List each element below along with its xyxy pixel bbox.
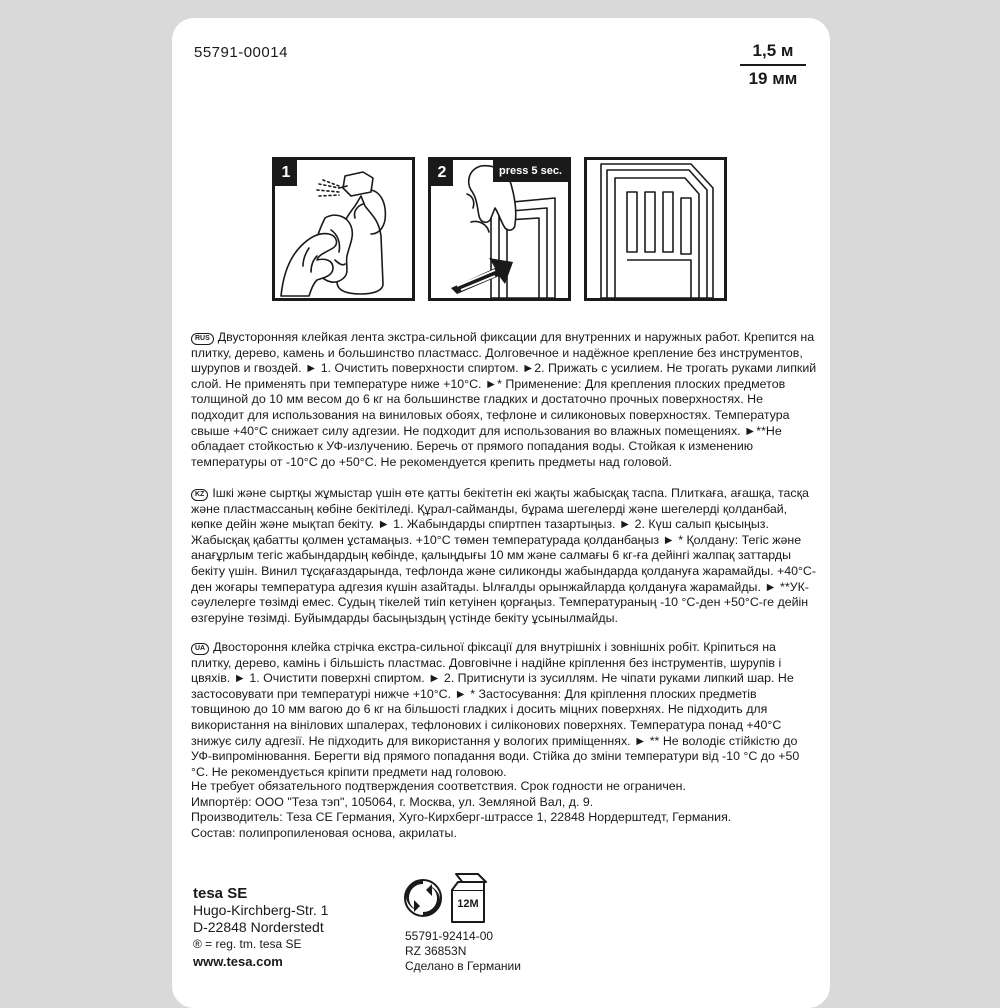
step1-panel <box>272 157 415 301</box>
company-name: tesa SE <box>193 885 248 902</box>
trademark-note: ® = reg. tm. tesa SE <box>193 937 302 951</box>
importer-line: Импортёр: ООО "Теза тэп", 105064, г. Москва, ул. Земляной Вал, д. 9. <box>191 794 594 809</box>
made-in-label: Сделано в Германии <box>405 959 521 973</box>
step2-panel <box>428 157 571 301</box>
company-website: www.tesa.com <box>193 954 283 969</box>
composition-line: Состав: полипропиленовая основа, акрилаты. <box>191 825 457 840</box>
door-frame-icon <box>587 160 724 298</box>
step3-panel <box>584 157 727 301</box>
section-kz <box>191 486 819 626</box>
tape-length: 1,5 м <box>752 41 794 60</box>
kz-paragraph <box>191 486 819 626</box>
ua-paragraph <box>191 640 819 780</box>
step2-number: 2 <box>431 160 453 186</box>
certification-line: Не требует обязательного подтверждения соответствия. Срок годности не ограничен. <box>191 779 686 793</box>
article-code: 55791-00014 <box>194 44 288 61</box>
press-duration-label: press 5 sec. <box>493 160 568 182</box>
company-block <box>193 885 328 970</box>
pao-label: 12M <box>457 898 479 910</box>
green-dot-recycle-icon <box>403 878 443 918</box>
company-street: Hugo-Kirchberg-Str. 1 <box>193 902 329 918</box>
product-code: 55791-92414-00 <box>405 929 494 943</box>
section-ua <box>191 640 819 780</box>
manufacturer-line: Производитель: Теза СЕ Германия, Хуго-Кирхберг-штрассе 1, 22848 Нордерштедт, Германия. <box>191 810 732 825</box>
rus-paragraph <box>191 330 819 470</box>
dimensions <box>738 41 808 89</box>
section-rus <box>191 330 819 470</box>
period-after-opening-icon <box>446 868 490 931</box>
rus-text: Двусторонняя клейкая лента экстра-сильной фиксации для внутренних и наружных работ. Крепится на плитку, дерево, камень и большинство пластмасс. Долговечное и надёжное крепление без инструментов, шурупов и гвоздей. ► 1. Очистить поверхности спиртом. ►2. Прижать с усилием. Не трогать руками липкий слой. Не применять при температуре ниже +10°С. ►* Применение: Для крепления плоских предметов толщиной до 10 мм весом до 6 кг на большинстве гладких и достаточно прочных поверхностях. Не подходит для использования на виниловых обоях, тефлоне и силиконовых поверхностях. Температура свыше +40°С снижает силу адгезии. Не подходит для использования во влажных помещениях. ►**Не обладает стойкостью к УФ-излучению. Беречь от прямого попадания воды. Стойкая к изменению температуры от -10°С до +50°С. Не рекомендуется крепить предметы над головой. <box>191 330 817 469</box>
language-badge-rus: RUS <box>191 333 214 345</box>
ua-text: Двостороння клейка стрічка екстра-сильної фіксації для внутрішніх і зовнішніх робіт. Кріпиться на плитку, дерево, камінь і більшість пластмас. Довговічне і надійне кріплення без інструментів, шурупів і цвяхів. ► 1. Очистити поверхні спиртом. ► 2. Притиснути із зусиллям. Не чіпати руками липкий шар. Не застосовувати при температурі нижче +10°С. ► * Застосування: Для кріплення плоских предметів товщиною до 10 мм вагою до 6 кг на більшості гладких і досить міцних поверхнях. Не підходить для використання на вінілових шпалерах, тефлонових і силіконових поверхнях. Температура понад +40°С знижує силу адгезії. Не підходить для використання у вологих приміщеннях. ► ** Не володіє стійкістю до УФ-випромінювання. Берегти від прямого попадання води. Стійка до зміни температури від -10 °С до +50 °С. Не рекомендується кріпити предмети над головою. <box>191 640 800 779</box>
kz-text: Ішкі және сыртқы жұмыстар үшін өте қатты бекітетін екі жақты жабысқақ таспа. Плиткаға, ағашқа, тасқа және пластмассаның көбіне бекітіледі. Құрал-сайманды, бұрама шегелерді және шегелерді қолданбай, көпке дейін және мықтап бекіту. ► 1. Жабындарды спиртпен тазартыңыз. ► 2. Күш салып қысыңыз. Жабысқақ қабатты қолмен ұстамаңыз. +10°С төмен температурада қолданбаңыз ► * Қолдану: Тегіс және анағұрлым тегіс жабындардың көбінде, қалыңдығы 10 мм және салмағы 6 кг-ға дейінгі жалпақ заттарды бекіту үшін. Винил тұсқағаздарында, тефлонда және силиконды жабындарда қолдануға жарамайды. +40°С-ден жоғары температура адгезия күшін азайтады. Ылғалды орынжайларда қолдануға жарамайды. ► **УК-сәулелерге төзімді емес. Судың тікелей тиіп кетуінен қорғаңыз. Температураның -10 °С-ден +50°С-ге дейін өзгеруіне төзімді. Буйымдарды басыңыздың үстінде бекіту ұсынылмайды. <box>191 486 817 625</box>
language-badge-ua: UA <box>191 643 209 655</box>
rz-code: RZ 36853N <box>405 944 467 958</box>
tape-width: 19 мм <box>748 69 798 88</box>
bottom-codes <box>405 929 521 974</box>
company-city: D-22848 Norderstedt <box>193 919 324 935</box>
step1-number: 1 <box>275 160 297 186</box>
import-info <box>191 779 819 841</box>
language-badge-kz: KZ <box>191 489 208 501</box>
